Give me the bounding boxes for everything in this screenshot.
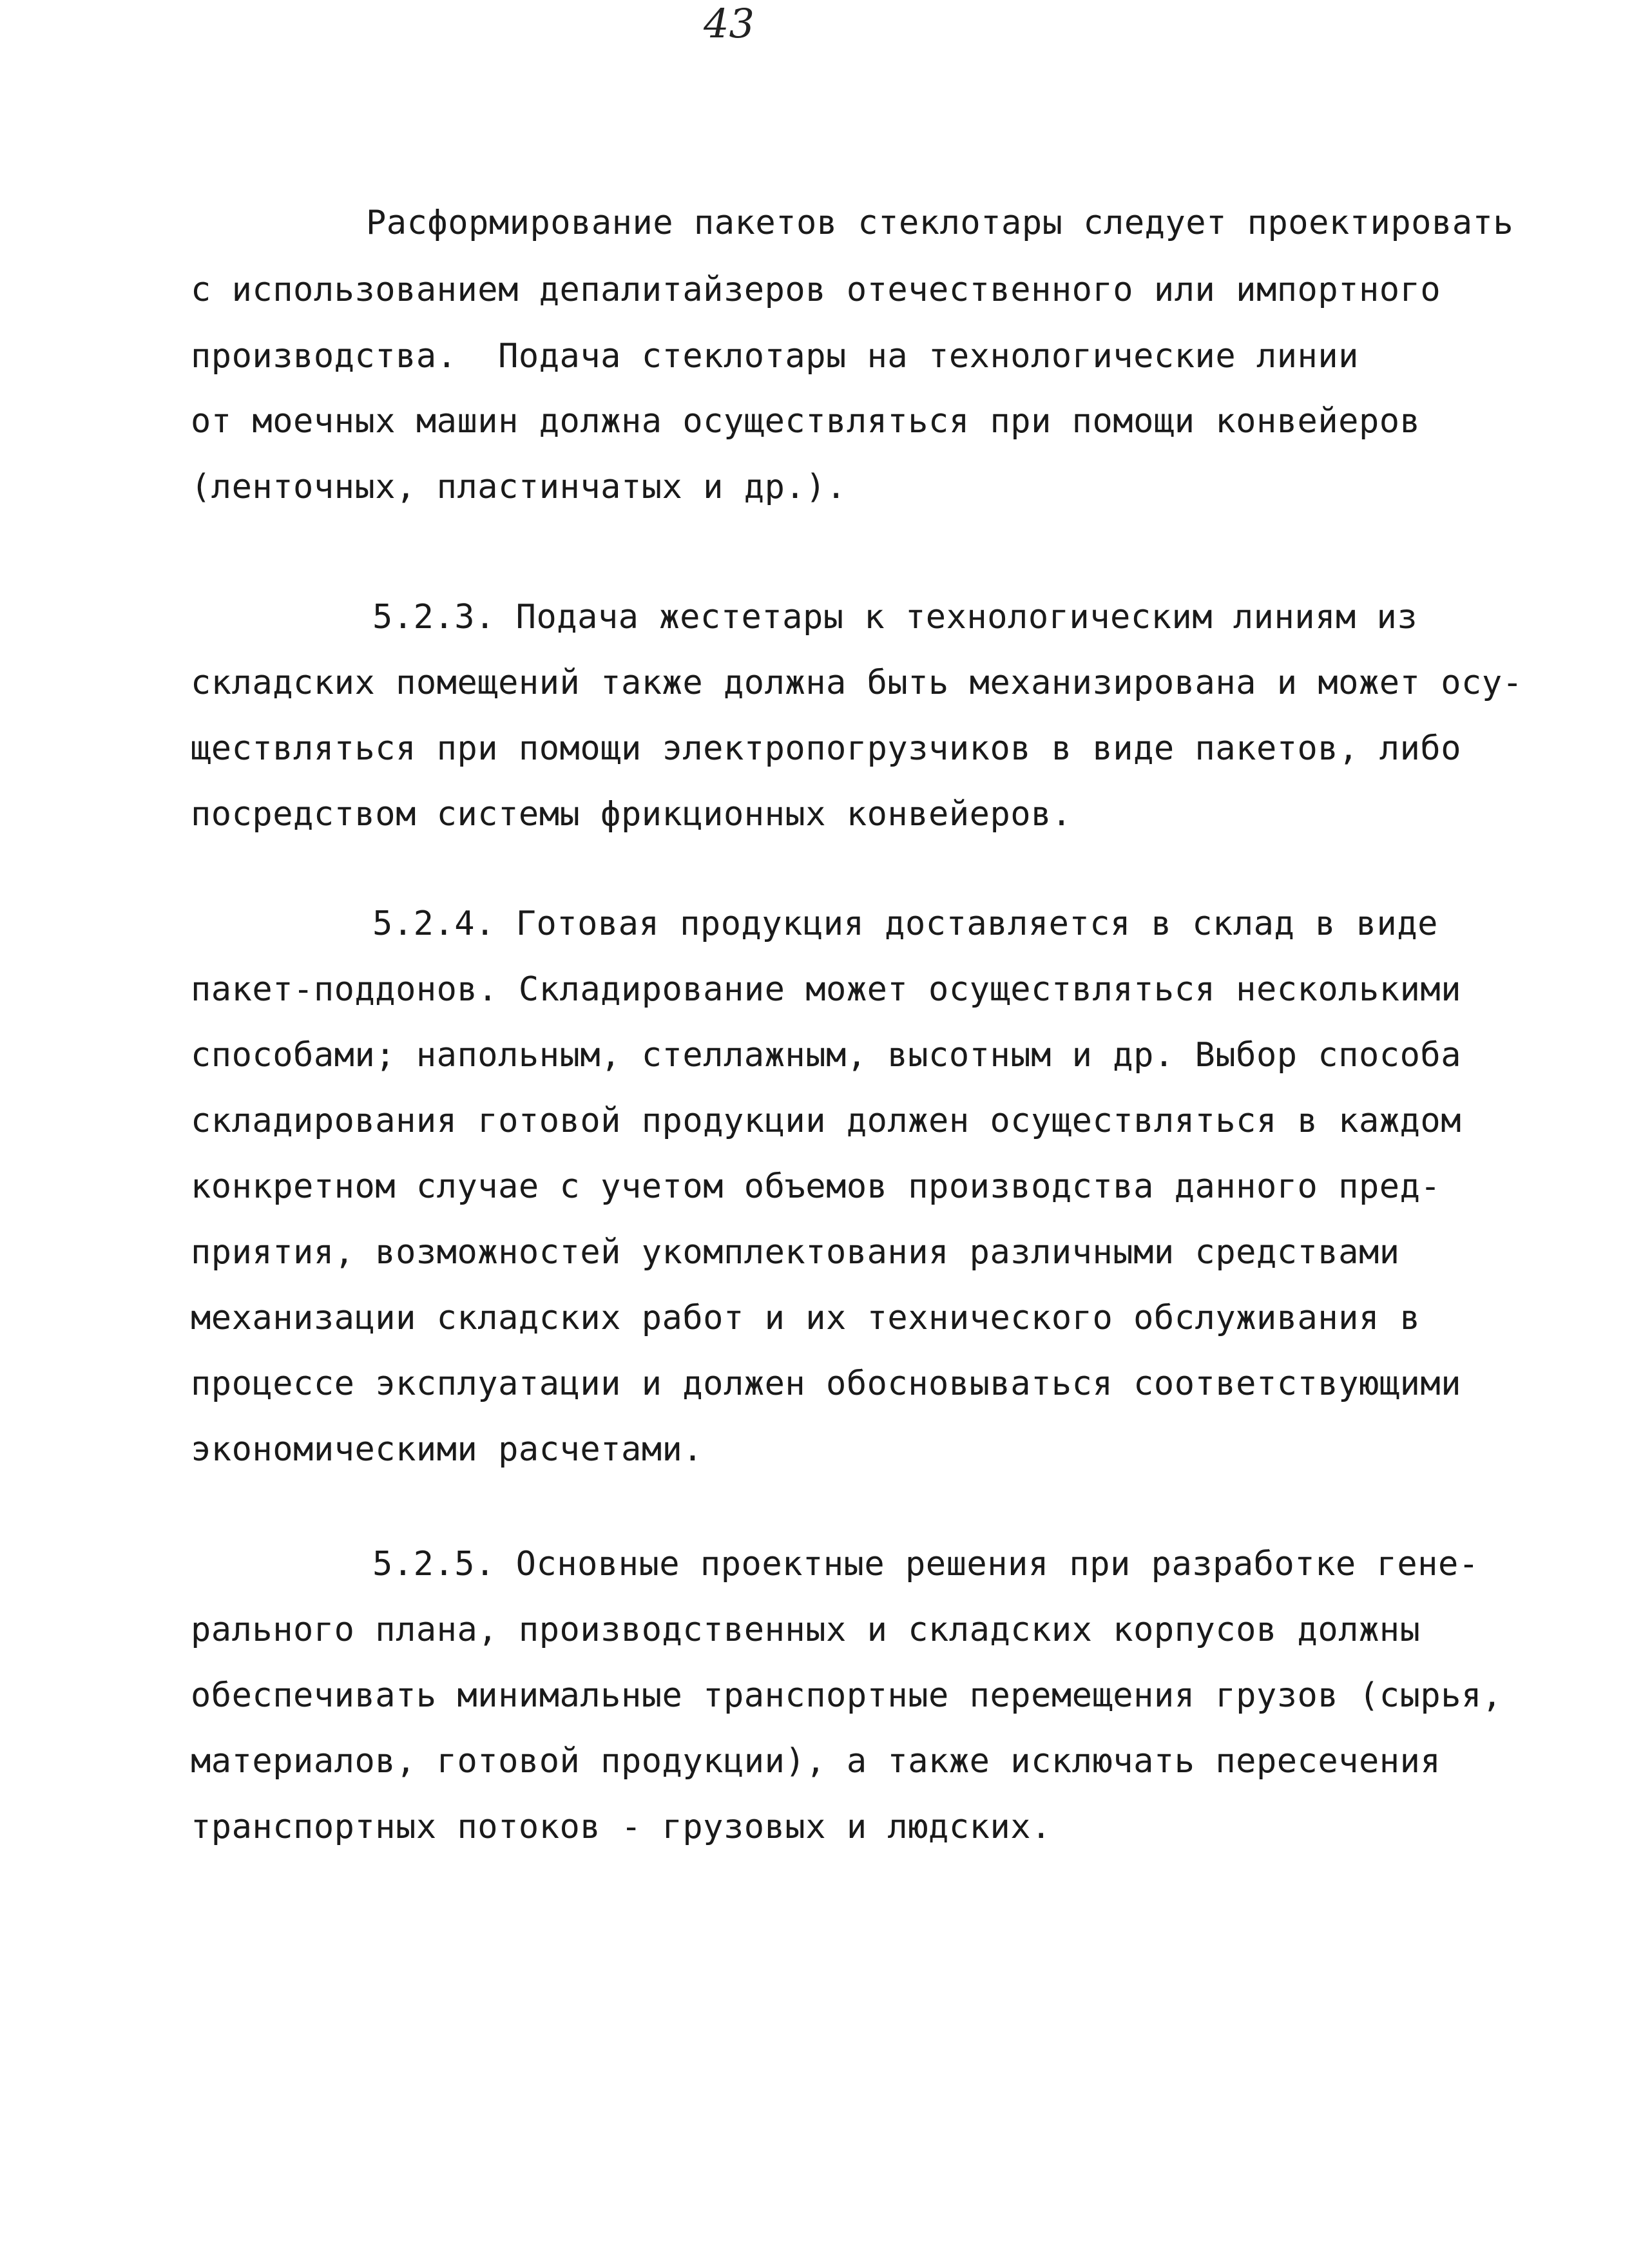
text-line: способами; напольным, стеллажным, высотным и др. Выбор способа bbox=[191, 1036, 1462, 1075]
text-line: складирования готовой продукции должен осуществляться в каждом bbox=[191, 1102, 1462, 1140]
text-line: приятия, возможностей укомплектования различными средствами bbox=[191, 1233, 1400, 1272]
text-line: пакет-поддонов. Складирование может осуществляться несколькими bbox=[191, 970, 1462, 1009]
text-line: обеспечивать минимальные транспортные перемещения грузов (сырья, bbox=[191, 1676, 1503, 1715]
text-line: экономическими расчетами. bbox=[191, 1430, 704, 1469]
text-line: 5.2.3. Подача жестетары к технологическим линиям из bbox=[372, 598, 1418, 636]
text-line: (ленточных, пластинчатых и др.). bbox=[191, 468, 847, 506]
text-line: Расформирование пакетов стеклотары следует проектировать bbox=[366, 204, 1514, 242]
text-line: посредством системы фрикционных конвейеров. bbox=[191, 795, 1072, 834]
text-line: с использованием депалитайзеров отечественного или импортного bbox=[191, 271, 1441, 309]
text-line: транспортных потоков - грузовых и людских. bbox=[191, 1808, 1052, 1846]
text-line: 5.2.5. Основные проектные решения при разработке гене- bbox=[372, 1545, 1479, 1583]
text-line: 5.2.4. Готовая продукция доставляется в склад в виде bbox=[372, 904, 1438, 943]
text-line: от моечных машин должна осуществляться при помощи конвейеров bbox=[191, 402, 1421, 441]
text-line: материалов, готовой продукции), а также исключать пересечения bbox=[191, 1742, 1441, 1781]
text-line: рального плана, производственных и складских корпусов должны bbox=[191, 1611, 1421, 1649]
text-line: ществляться при помощи электропогрузчиков в виде пакетов, либо bbox=[191, 729, 1462, 768]
text-line: процессе эксплуатации и должен обосновываться соответствующими bbox=[191, 1364, 1462, 1403]
text-line: складских помещений также должна быть механизирована и может осу- bbox=[191, 664, 1523, 702]
text-line: производства. Подача стеклотары на технологические линии bbox=[191, 337, 1359, 376]
text-line: механизации складских работ и их технического обслуживания в bbox=[191, 1299, 1421, 1337]
text-line: конкретном случае с учетом объемов производства данного пред- bbox=[191, 1167, 1441, 1206]
page-number: 43 bbox=[704, 0, 754, 47]
